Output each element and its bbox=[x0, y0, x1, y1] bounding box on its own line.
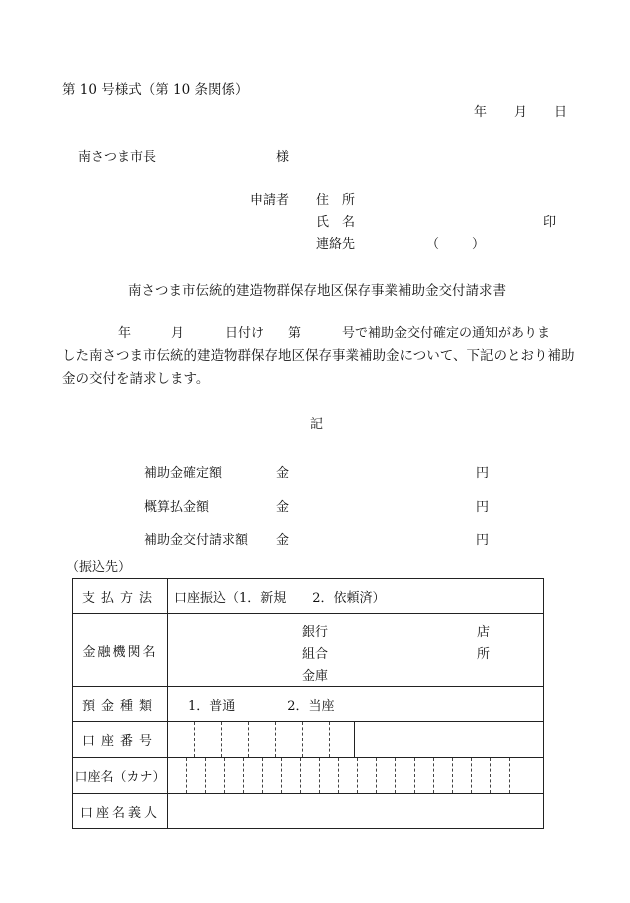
body-month: 月 bbox=[171, 326, 185, 341]
amount-yen-confirmed: 円 bbox=[476, 466, 490, 481]
account-kana-label: 口座名（カナ） bbox=[73, 758, 168, 794]
document-title: 南さつま市伝統的建造物群保存地区保存事業補助金交付請求書 bbox=[128, 283, 506, 299]
kana-char-cell bbox=[320, 758, 339, 793]
account-number-label: 口座番号 bbox=[73, 722, 168, 758]
row-account-holder bbox=[73, 794, 544, 829]
institution-label: 金融機関名 bbox=[73, 614, 168, 687]
institution-bank: 銀行 bbox=[302, 625, 329, 640]
contact-paren-open: （ bbox=[426, 237, 440, 252]
contact-label: 連絡先 bbox=[316, 237, 356, 252]
body-date: 日付け bbox=[225, 326, 265, 341]
kana-char-cell bbox=[168, 758, 187, 793]
amount-label-advance: 概算払金額 bbox=[144, 500, 210, 515]
kana-char-cell bbox=[377, 758, 396, 793]
kana-char-cell bbox=[453, 758, 472, 793]
amount-kin-advance: 金 bbox=[276, 500, 290, 515]
account-holder-label: 口座名義人 bbox=[73, 794, 168, 829]
amount-yen-request: 円 bbox=[476, 533, 490, 548]
body-line3: 金の交付を請求します。 bbox=[62, 371, 210, 387]
kana-char-cell bbox=[339, 758, 358, 793]
kana-char-cell bbox=[282, 758, 301, 793]
row-account-kana bbox=[73, 758, 544, 794]
institution-credit: 金庫 bbox=[302, 669, 329, 684]
account-holder-value bbox=[168, 794, 544, 829]
kana-char-cell bbox=[491, 758, 510, 793]
row-payment-method bbox=[73, 579, 544, 614]
amount-label-request: 補助金交付請求額 bbox=[144, 533, 249, 548]
kana-char-cell bbox=[263, 758, 282, 793]
amount-label-confirmed: 補助金確定額 bbox=[144, 466, 223, 481]
body-year: 年 bbox=[118, 326, 132, 341]
account-number-digit bbox=[303, 722, 330, 757]
addressee-honorific: 様 bbox=[276, 150, 290, 165]
date-day-label: 日 bbox=[554, 105, 568, 120]
payment-method-value: 口座振込（1．新規 2．依頼済） bbox=[168, 579, 544, 614]
addressee-name: 南さつま市長 bbox=[78, 150, 157, 165]
name-label: 氏 名 bbox=[316, 215, 356, 230]
amount-kin-confirmed: 金 bbox=[276, 466, 290, 481]
date-year-label: 年 bbox=[474, 105, 488, 120]
payment-method-label: 支払方法 bbox=[73, 579, 168, 614]
amount-yen-advance: 円 bbox=[476, 500, 490, 515]
kana-char-cell bbox=[225, 758, 244, 793]
row-deposit-type bbox=[73, 687, 544, 722]
body-line1-rest: 号で補助金交付確定の通知がありま bbox=[342, 326, 551, 341]
ki-marker: 記 bbox=[310, 417, 324, 432]
contact-paren-close: ） bbox=[472, 237, 486, 252]
kana-char-cell bbox=[206, 758, 225, 793]
kana-char-cell bbox=[415, 758, 434, 793]
kana-char-cell bbox=[244, 758, 263, 793]
row-account-number bbox=[73, 722, 544, 758]
date-month-label: 月 bbox=[514, 105, 528, 120]
institution-office: 所 bbox=[477, 647, 491, 662]
row-institution bbox=[73, 614, 544, 687]
bank-transfer-table bbox=[72, 578, 544, 829]
kana-char-cell bbox=[358, 758, 377, 793]
account-number-digit bbox=[330, 722, 355, 757]
applicant-label: 申請者 bbox=[250, 193, 290, 208]
account-number-digit bbox=[168, 722, 195, 757]
seal-mark: 印 bbox=[543, 215, 557, 230]
kana-char-cell bbox=[301, 758, 320, 793]
kana-char-cell bbox=[472, 758, 491, 793]
account-number-remainder bbox=[355, 722, 543, 757]
account-number-digit bbox=[249, 722, 276, 757]
body-no: 第 bbox=[288, 326, 302, 341]
deposit-type-label: 預金種類 bbox=[73, 687, 168, 722]
kana-char-cell bbox=[434, 758, 453, 793]
body-line2: した南さつま市伝統的建造物群保存地区保存事業補助金について、下記のとおり補助 bbox=[62, 348, 575, 364]
form-id: 第 10 号様式（第 10 条関係） bbox=[62, 82, 249, 98]
institution-union: 組合 bbox=[302, 647, 329, 662]
institution-branch: 店 bbox=[477, 625, 491, 640]
kana-char-cell bbox=[510, 758, 543, 793]
account-number-digit bbox=[222, 722, 249, 757]
kana-char-cell bbox=[187, 758, 206, 793]
address-label: 住 所 bbox=[316, 193, 356, 208]
amount-kin-request: 金 bbox=[276, 533, 290, 548]
account-kana-cells bbox=[168, 758, 544, 794]
account-number-digit bbox=[276, 722, 303, 757]
account-number-cells bbox=[168, 722, 544, 758]
transfer-label: （振込先） bbox=[66, 560, 132, 575]
institution-cell bbox=[168, 614, 544, 687]
deposit-type-value: 1．普通 2．当座 bbox=[168, 687, 544, 722]
account-number-digit bbox=[195, 722, 222, 757]
kana-char-cell bbox=[396, 758, 415, 793]
